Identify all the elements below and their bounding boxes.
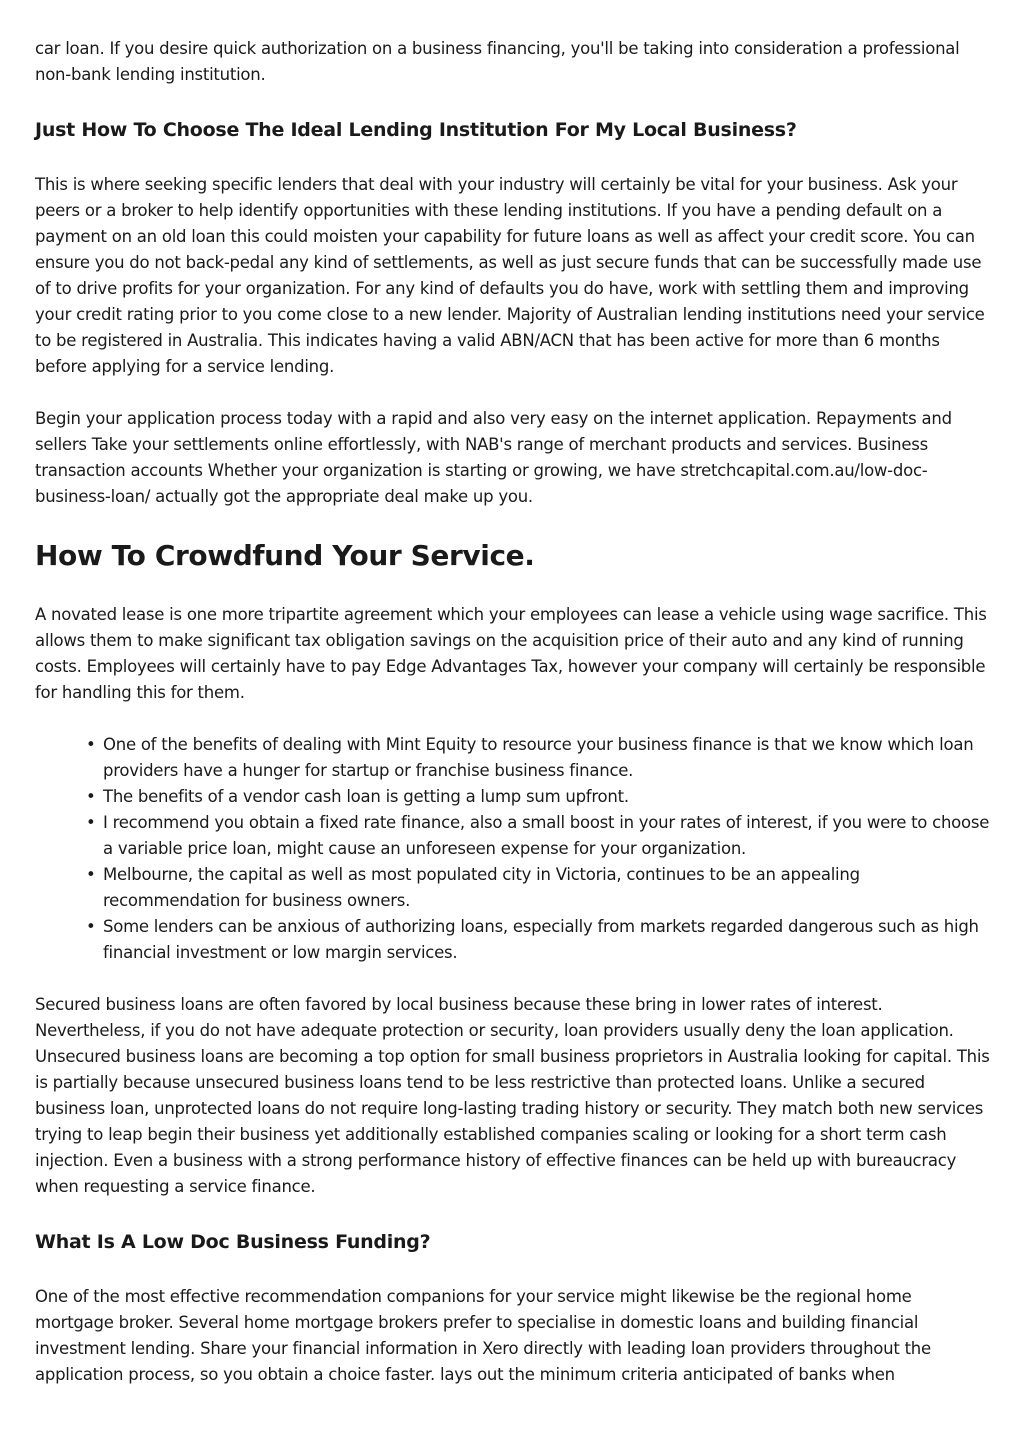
paragraph-specific-lenders: This is where seeking specific lenders that deal with your industry will certainly be vital for your business. Ask your peers or a broker to help identify opportunities with these lending institutions. If you have a pending default on a payment on an old loan this could moisten your capability for future loans as well as affect your credit score. You can ensure you do not back-pedal any kind of settlements, as well as just secure funds that can be successfully made use of to drive profits for your organization. For any kind of defaults you do have, work with settling them and improving your credit rating prior to you come close to a new lender. Majority of Australian lending institutions need your service to be registered in Australia. This indicates having a valid ABN/ACN that has been active for more than 6 months before applying for a service lending. [35, 175, 985, 376]
heading-crowdfund: How To Crowdfund Your Service. [35, 539, 535, 572]
list-item [86, 732, 990, 784]
list-item-text: Some lenders can be anxious of authorizing loans, especially from markets regarded dangerous such as high financial investment or low margin services. [103, 917, 979, 962]
list-item [86, 914, 990, 966]
benefits-list [35, 732, 990, 966]
list-item [86, 784, 990, 810]
list-item-text: One of the benefits of dealing with Mint Equity to resource your business finance is that we know which loan providers have a hunger for startup or franchise business finance. [103, 735, 974, 780]
list-item [86, 862, 990, 914]
paragraph-novated-lease: A novated lease is one more tripartite agreement which your employees can lease a vehicle using wage sacrifice. This allows them to make significant tax obligation savings on the acquisition price of their auto and any kind of running costs. Employees will certainly have to pay Edge Advantages Tax, however your company will certainly be responsible for handling this for them. [35, 605, 987, 702]
bullet-marker: • [86, 865, 96, 884]
paragraph-broker: One of the most effective recommendation companions for your service might likewise be the regional home mortgage broker. Several home mortgage brokers prefer to specialise in domestic loans and building financial investment lending. Share your financial information in Xero directly with leading loan providers throughout the application process, so you obtain a choice faster. lays out the minimum criteria anticipated of banks when [35, 1287, 931, 1384]
paragraph-application: Begin your application process today with a rapid and also very easy on the internet application. Repayments and sellers Take your settlements online effortlessly, with NAB's range of merchant products and services. Business transaction accounts Whether your organization is starting or growing, we have stretchcapital.com.au/low-doc-business-loan/ actually got the appropriate deal make up you. [35, 409, 952, 506]
intro-paragraph: car loan. If you desire quick authorization on a business financing, you'll be taking into consideration a professional non-bank lending institution. [35, 39, 960, 84]
list-item-text: The benefits of a vendor cash loan is getting a lump sum upfront. [103, 787, 629, 806]
bullet-marker: • [86, 917, 96, 936]
paragraph-secured-loans: Secured business loans are often favored by local business because these bring in lower rates of interest. Nevertheless, if you do not have adequate protection or security, loan providers usually deny the loan application. Unsecured business loans are becoming a top option for small business proprietors in Australia looking for capital. This is partially because unsecured business loans tend to be less restrictive than protected loans. Unlike a secured business loan, unprotected loans do not require long-lasting trading history or security. They match both new services trying to leap begin their business yet additionally established companies scaling or looking for a short term cash injection. Even a business with a strong performance history of effective finances can be held up with bureaucracy when requesting a service finance. [35, 995, 990, 1196]
list-item [86, 810, 990, 862]
list-item-text: Melbourne, the capital as well as most populated city in Victoria, continues to be an appealing recommendation for business owners. [103, 865, 860, 910]
list-item-text: I recommend you obtain a fixed rate finance, also a small boost in your rates of interest, if you were to choose a variable price loan, might cause an unforeseen expense for your organization. [103, 813, 990, 858]
heading-low-doc: What Is A Low Doc Business Funding? [35, 1231, 431, 1253]
bullet-marker: • [86, 787, 96, 806]
bullet-marker: • [86, 735, 96, 754]
bullet-marker: • [86, 813, 96, 832]
heading-choose-lender: Just How To Choose The Ideal Lending Institution For My Local Business? [35, 119, 797, 141]
